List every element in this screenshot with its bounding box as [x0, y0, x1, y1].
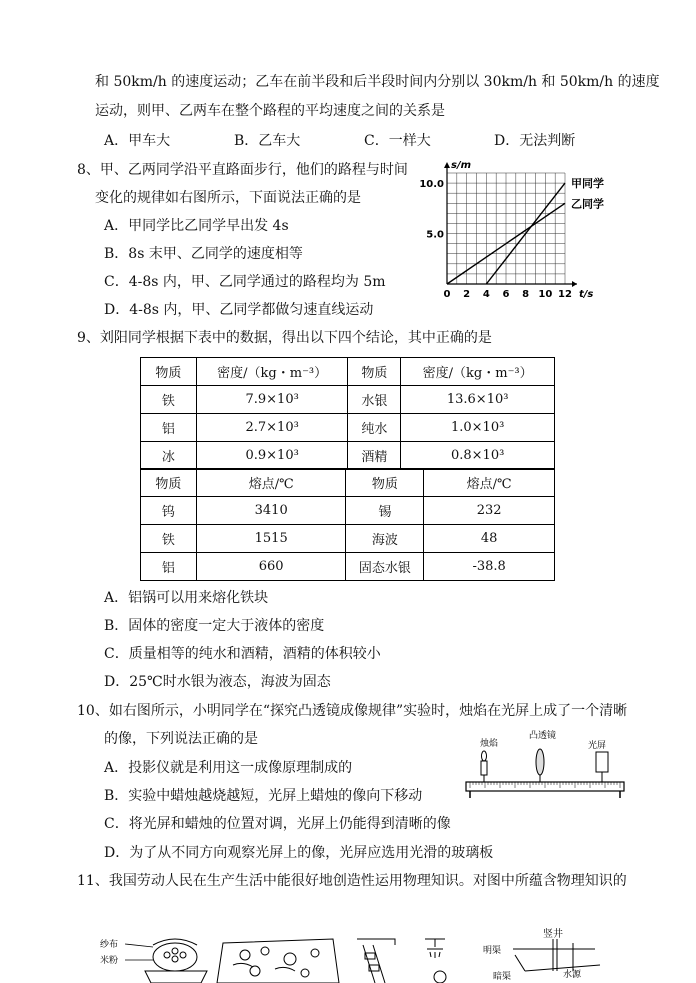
- q10-option-a: A．投影仪就是利用这一成像原理制成的: [104, 760, 353, 776]
- table-cell: 纯水: [348, 414, 401, 442]
- header-cell: 物质: [141, 358, 197, 386]
- q9-option-b: B．固体的密度一定大于液体的密度: [104, 618, 325, 634]
- density-table: [140, 357, 555, 470]
- lens-label: 凸透镜: [529, 731, 557, 741]
- q9-option-a: A．铝锅可以用来熔化铁块: [104, 590, 269, 606]
- table-header-row: [141, 469, 555, 497]
- y-tick-label: 5.0: [426, 229, 444, 241]
- table-cell: 铁: [141, 386, 197, 414]
- table-cell: 2.7×10³: [196, 414, 348, 442]
- optical-bench-figure: [460, 726, 630, 802]
- x-tick-label: 4: [482, 289, 490, 300]
- header-cell: 熔点/℃: [196, 469, 346, 497]
- x-tick-label: 2: [463, 289, 471, 300]
- convex-lens-icon: [536, 749, 544, 775]
- table-header-row: [141, 358, 555, 386]
- table-row: [141, 386, 555, 414]
- table-cell: 0.8×10³: [401, 442, 555, 470]
- table-row: [141, 442, 555, 470]
- candle-label: 烛焰: [480, 739, 499, 749]
- cloth-label: 纱布: [100, 940, 119, 950]
- q8-option-d: D．4-8s 内，甲、乙同学都做匀速直线运动: [104, 302, 374, 318]
- table-row: [141, 525, 555, 553]
- q8-option-a: A．甲同学比乙同学早出发 4s: [104, 218, 289, 234]
- table-row: [141, 414, 555, 442]
- header-cell: 密度/（kg・m⁻³）: [401, 358, 555, 386]
- water-source-label: 水源: [563, 970, 582, 980]
- x-tick-label: 0: [443, 289, 451, 300]
- x-tick-label: 8: [522, 289, 530, 300]
- table-cell: 钨: [141, 497, 197, 525]
- table-cell: 铝: [141, 553, 197, 581]
- q10-line1: 10、如右图所示，小明同学在“探究凸透镜成像规律”实验时，烛焰在光屏上成了一个清晰: [77, 703, 628, 719]
- table-cell: 1.0×10³: [401, 414, 555, 442]
- q7-line2: 运动，则甲、乙两车在整个路程的平均速度之间的关系是: [95, 103, 445, 119]
- light-screen-icon: [596, 752, 608, 772]
- y-axis-label: s/m: [451, 160, 472, 171]
- q9-option-d: D．25℃时水银为液态，海波为固态: [104, 674, 331, 690]
- q9-stem: 9、刘阳同学根据下表中的数据，得出以下四个结论，其中正确的是: [77, 330, 492, 346]
- x-tick-label: 10: [538, 289, 553, 300]
- q11-illustrations: [95, 925, 625, 983]
- y-axis-arrow-icon: [444, 162, 450, 168]
- grain-tray-icon: [217, 939, 339, 983]
- table-cell: 48: [424, 525, 555, 553]
- open-canal-label: 明渠: [483, 946, 502, 956]
- table-cell: 660: [196, 553, 346, 581]
- q8-option-c: C．4-8s 内，甲、乙同学通过的路程均为 5m: [104, 274, 386, 290]
- x-axis-arrow-icon: [572, 281, 577, 287]
- q10-option-b: B．实验中蜡烛越烧越短，光屏上蜡烛的像向下移动: [104, 788, 423, 804]
- chart-axes: [444, 162, 577, 287]
- candle-flame-icon: [482, 751, 487, 761]
- y-tick-label: 10.0: [419, 179, 444, 191]
- q8-option-b: B．8s 末甲、乙同学的速度相等: [104, 246, 303, 262]
- table-cell: 3410: [196, 497, 346, 525]
- q11-line1: 11、我国劳动人民在生产生活中能很好地创造性运用物理知识。对图中所蕴含物理知识的: [77, 873, 627, 889]
- rice-label: 米粉: [100, 956, 119, 966]
- q7-options: [104, 131, 624, 151]
- table-cell: -38.8: [424, 553, 555, 581]
- water-lift-icon: [357, 939, 446, 983]
- series-label-1: 甲同学: [571, 177, 604, 191]
- table-cell: 酒精: [348, 442, 401, 470]
- q7-option-c: C．一样大: [364, 133, 431, 149]
- table-cell: 冰: [141, 442, 197, 470]
- header-cell: 密度/（kg・m⁻³）: [196, 358, 348, 386]
- table-cell: 海波: [346, 525, 424, 553]
- x-axis-label: t/s: [579, 289, 594, 300]
- q10-option-d: D．为了从不同方向观察光屏上的像，光屏应选用光滑的玻璃板: [104, 845, 494, 861]
- screen-label: 光屏: [588, 741, 607, 751]
- q7-line1: 和 50km/h 的速度运动；乙车在前半段和后半段时间内分别以 30km/h 和 50km/h 的速度: [95, 74, 660, 90]
- series-label-2: 乙同学: [571, 197, 604, 211]
- header-cell: 熔点/℃: [424, 469, 555, 497]
- x-tick-label: 6: [502, 289, 510, 300]
- table-cell: 1515: [196, 525, 346, 553]
- table-cell: 铁: [141, 525, 197, 553]
- q7-option-b: B．乙车大: [234, 133, 301, 149]
- table-row: [141, 553, 555, 581]
- header-cell: 物质: [346, 469, 424, 497]
- table-cell: 7.9×10³: [196, 386, 348, 414]
- table-cell: 锡: [346, 497, 424, 525]
- x-tick-label: 12: [558, 289, 572, 300]
- table-cell: 水银: [348, 386, 401, 414]
- karez-canal-icon: [513, 939, 600, 971]
- q10-option-c: C．将光屏和蜡烛的位置对调，光屏上仍能得到清晰的像: [104, 816, 451, 832]
- header-cell: 物质: [141, 469, 197, 497]
- q10-line2: 的像，下列说法正确的是: [104, 731, 258, 747]
- steamer-basket-icon: [145, 939, 207, 983]
- table-cell: 铝: [141, 414, 197, 442]
- q9-option-c: C．质量相等的纯水和酒精，酒精的体积较小: [104, 646, 381, 662]
- s-t-chart: [419, 158, 604, 300]
- candle-body-icon: [481, 761, 487, 775]
- q8-line2: 变化的规律如右图所示，下面说法正确的是: [95, 190, 361, 206]
- melting-point-table: [140, 468, 555, 581]
- hidden-canal-label: 暗渠: [493, 972, 512, 982]
- chart-grid: [447, 173, 565, 284]
- q7-option-a: A．甲车大: [104, 133, 171, 149]
- table-cell: 232: [424, 497, 555, 525]
- q8-line1: 8、甲、乙两同学沿平直路面步行，他们的路程与时间: [77, 162, 408, 178]
- header-cell: 物质: [348, 358, 401, 386]
- table-cell: 0.9×10³: [196, 442, 348, 470]
- table-cell: 13.6×10³: [401, 386, 555, 414]
- table-row: [141, 497, 555, 525]
- table-cell: 固态水银: [346, 553, 424, 581]
- well-label: 竖井: [543, 929, 563, 940]
- q7-option-d: D．无法判断: [494, 133, 576, 149]
